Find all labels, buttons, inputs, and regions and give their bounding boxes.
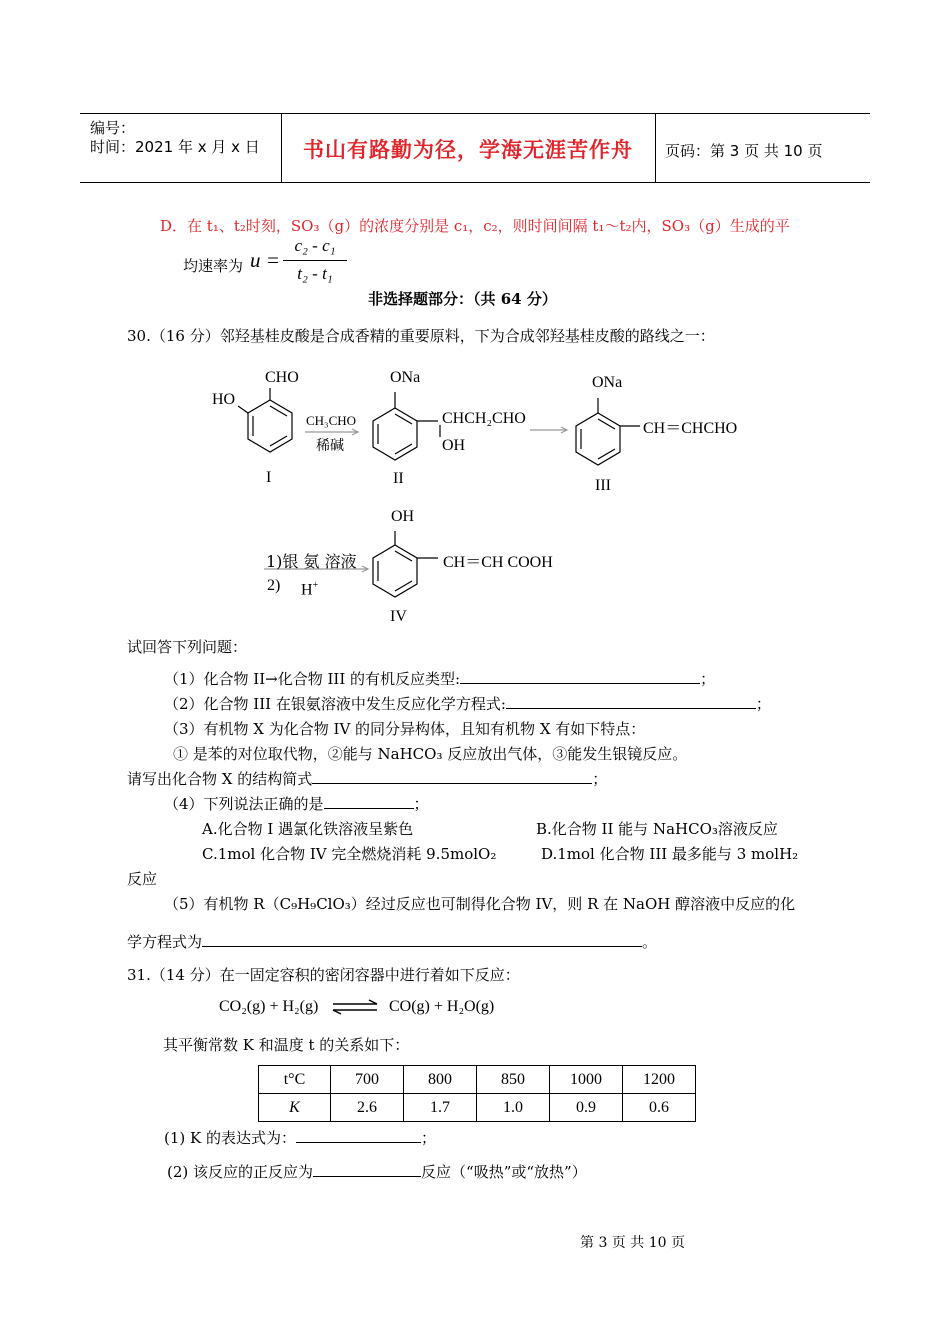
c2-ona: ONa bbox=[390, 369, 421, 386]
q30-part1-text: （1）化合物 II→化合物 III 的有机反应类型: bbox=[164, 670, 461, 688]
formula-numerator: c₂ - c₁ bbox=[294, 236, 336, 255]
option-d-prefix: 均速率为 bbox=[183, 257, 244, 275]
q31-part1 bbox=[164, 1127, 436, 1148]
section-title: 非选择题部分：（共 64 分） bbox=[368, 290, 557, 308]
aromatic-bond bbox=[270, 436, 287, 446]
formula-lhs: u = bbox=[250, 248, 280, 272]
page-footer: 第 3 页 共 10 页 bbox=[580, 1235, 685, 1251]
answer-blank[interactable] bbox=[296, 1128, 421, 1143]
q31-eq-left: CO₂(g) + H₂(g) bbox=[219, 998, 319, 1015]
q30-part4 bbox=[164, 793, 429, 814]
table-cell: 800 bbox=[404, 1066, 477, 1094]
step2-acid-charge: + bbox=[312, 580, 319, 591]
step2-number: 2) bbox=[267, 577, 281, 594]
answer-blank[interactable] bbox=[506, 694, 756, 709]
q30-part3-conditions: ① 是苯的对位取代物，②能与 NaHCO₃ 反应放出气体，③能发生银镜反应。 bbox=[173, 745, 688, 763]
q30-option-c: C.1mol 化合物 IV 完全燃烧消耗 9.5molO₂ bbox=[202, 845, 497, 863]
header-motto: 书山有路勤为径，学海无涯苦作舟 bbox=[303, 138, 633, 162]
equilibrium-constant-table bbox=[258, 1065, 696, 1122]
c1-cho: CHO bbox=[265, 369, 299, 386]
aromatic-bond bbox=[270, 406, 287, 416]
table-row bbox=[259, 1094, 696, 1122]
q30-part5-end: 。 bbox=[642, 933, 658, 951]
q30-part1-end: ； bbox=[700, 670, 716, 688]
q31-part2 bbox=[167, 1161, 587, 1182]
c2-label: II bbox=[393, 470, 404, 487]
answer-blank[interactable] bbox=[312, 769, 592, 784]
q31-table-intro: 其平衡常数 K 和温度 t 的关系如下： bbox=[163, 1036, 410, 1054]
q30-part5: （5）有机物 R（C₉H₉ClO₃）经过反应也可制得化合物 IV，则 R 在 NaOH 醇溶液中反应的化 bbox=[164, 895, 796, 913]
answer-blank[interactable] bbox=[313, 1162, 421, 1177]
equilibrium-arrow-icon bbox=[331, 999, 379, 1015]
c3-side-chain: CH＝CHCHO bbox=[643, 420, 738, 437]
q30-part5-cont-text: 学方程式为 bbox=[127, 933, 203, 951]
aromatic-bond bbox=[598, 419, 615, 429]
q31-intro: 31.（14 分）在一固定容积的密闭容器中进行着如下反应： bbox=[127, 966, 520, 984]
header-number-label: 编号： bbox=[90, 119, 136, 137]
header-page-label: 页码：第 3 页 共 10 页 bbox=[665, 142, 823, 160]
aromatic-bond bbox=[395, 551, 412, 561]
aromatic-bond bbox=[395, 581, 412, 591]
answer-blank[interactable] bbox=[202, 932, 642, 947]
c4-oh: OH bbox=[391, 508, 415, 525]
arrow1-reagent: CH₃CHO bbox=[306, 413, 357, 428]
q31-part1-text: (1) K 的表达式为： bbox=[164, 1129, 296, 1147]
c4-side-chain: CH＝CH COOH bbox=[443, 554, 553, 571]
table-cell: t°C bbox=[259, 1066, 331, 1094]
q30-part3: （3）有机物 X 为化合物 IV 的同分异构体，且知有机物 X 有如下特点： bbox=[164, 720, 646, 738]
aromatic-bond bbox=[598, 449, 615, 459]
c3-label: III bbox=[595, 477, 611, 494]
q30-option-d-cont: 反应 bbox=[127, 870, 158, 888]
q30-part2 bbox=[164, 693, 771, 714]
q30-part4-text: （4）下列说法正确的是 bbox=[164, 795, 324, 813]
benzene-ring-2 bbox=[373, 408, 417, 460]
formula-denominator: t₂ - t₁ bbox=[297, 264, 333, 283]
q30-part4-end: ； bbox=[413, 795, 429, 813]
header-time-label: 时间：2021 年 x 月 x 日 bbox=[90, 138, 260, 156]
bond bbox=[238, 406, 248, 413]
q30-intro: 30.（16 分）邻羟基桂皮酸是合成香精的重要原料，下为合成邻羟基桂皮酸的路线之一： bbox=[127, 327, 715, 345]
arrow1-condition: 稀碱 bbox=[316, 438, 344, 454]
q30-ask: 试回答下列问题： bbox=[127, 638, 248, 656]
q30-part2-text: （2）化合物 III 在银氨溶液中发生反应化学方程式: bbox=[164, 695, 506, 713]
table-cell: 1200 bbox=[623, 1066, 696, 1094]
c2-side-chain: CHCH₂CHO bbox=[442, 410, 526, 427]
c3-ona: ONa bbox=[592, 374, 623, 391]
q30-part3-end: ； bbox=[592, 770, 608, 788]
q31-eq-right: CO(g) + H₂O(g) bbox=[389, 998, 495, 1015]
step2-reagent: 1)银 氨 溶液 bbox=[266, 552, 357, 571]
aromatic-bond bbox=[395, 444, 412, 454]
table-cell: 850 bbox=[477, 1066, 550, 1094]
q30-option-b: B.化合物 II 能与 NaHCO₃溶液反应 bbox=[536, 820, 778, 838]
c4-label: IV bbox=[390, 608, 407, 625]
step2-acid-symbol: H bbox=[301, 581, 313, 599]
benzene-ring-1 bbox=[248, 400, 292, 452]
q31-part2-end: 反应（“吸热”或“放热”） bbox=[421, 1163, 587, 1181]
c2-oh: OH bbox=[442, 437, 466, 454]
benzene-ring-3 bbox=[576, 413, 620, 465]
answer-blank[interactable] bbox=[460, 669, 700, 684]
option-d-line1: D．在 t₁、t₂时刻，SO₃（g）的浓度分别是 c₁，c₂，则时间间隔 t₁～t₂内，SO₃（g）生成的平 bbox=[160, 217, 790, 235]
q31-part1-end: ； bbox=[421, 1129, 437, 1147]
c1-label: I bbox=[266, 469, 272, 486]
q30-part3-request-text: 请写出化合物 X 的结构简式 bbox=[127, 770, 313, 788]
q30-option-a: A.化合物 I 遇氯化铁溶液呈紫色 bbox=[202, 820, 414, 838]
table-cell: 700 bbox=[331, 1066, 404, 1094]
q30-part3-request bbox=[127, 768, 607, 789]
table-row bbox=[259, 1066, 696, 1094]
q30-part2-end: ； bbox=[755, 695, 771, 713]
answer-blank[interactable] bbox=[324, 794, 414, 809]
table-cell: 1000 bbox=[550, 1066, 623, 1094]
table-cell: K bbox=[259, 1094, 331, 1122]
table-cell: 0.9 bbox=[550, 1094, 623, 1122]
q30-option-d: D.1mol 化合物 III 最多能与 3 molH₂ bbox=[541, 845, 799, 863]
c1-ho: HO bbox=[212, 391, 236, 408]
benzene-ring-4 bbox=[373, 545, 417, 597]
table-cell: 1.7 bbox=[404, 1094, 477, 1122]
q30-part5-cont bbox=[127, 931, 657, 952]
step2-acid bbox=[301, 580, 318, 599]
table-cell: 0.6 bbox=[623, 1094, 696, 1122]
table-cell: 1.0 bbox=[477, 1094, 550, 1122]
q30-part1 bbox=[164, 668, 715, 689]
aromatic-bond bbox=[395, 414, 412, 424]
table-cell: 2.6 bbox=[331, 1094, 404, 1122]
q31-part2-text: (2) 该反应的正反应为 bbox=[167, 1163, 314, 1181]
